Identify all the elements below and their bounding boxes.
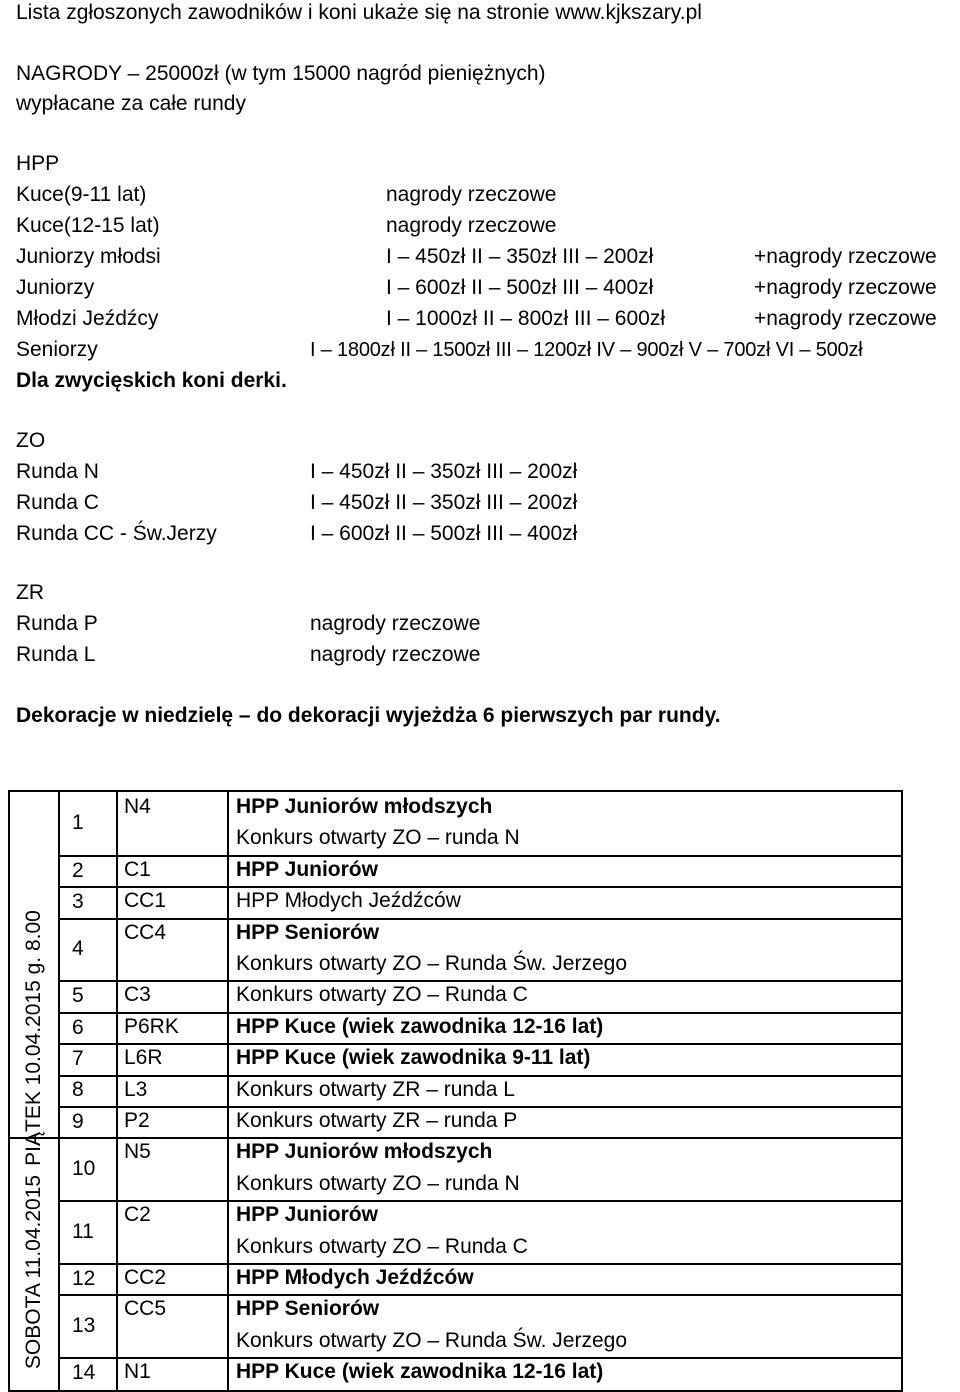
hpp-prize: I – 600zł II – 500zł III – 400zł xyxy=(386,276,654,299)
entry-number: 2 xyxy=(72,858,84,882)
entry-code: N1 xyxy=(124,1360,151,1384)
zo-label: Runda CC - Św.Jerzy xyxy=(16,522,217,545)
zr-label: Runda L xyxy=(16,643,96,666)
entry-number: 5 xyxy=(72,984,84,1008)
row-divider xyxy=(58,855,901,857)
entry-code: C2 xyxy=(124,1203,151,1227)
hpp-label: Kuce(12-15 lat) xyxy=(16,214,160,237)
zo-heading: ZO xyxy=(16,429,46,452)
entry-code: CC5 xyxy=(124,1297,167,1321)
row-divider xyxy=(58,886,901,888)
zo-prize: I – 450zł II – 350zł III – 200zł xyxy=(310,460,578,483)
entry-event: HPP Juniorów młodszych xyxy=(236,795,493,818)
hpp-extra: +nagrody rzeczowe xyxy=(754,245,937,268)
hpp-label: Juniorzy młodsi xyxy=(16,245,161,268)
entry-number: 12 xyxy=(72,1266,96,1290)
entry-event: Konkurs otwarty ZO – Runda C xyxy=(236,1234,528,1258)
entry-code: CC2 xyxy=(124,1266,167,1289)
zr-prize: nagrody rzeczowe xyxy=(310,612,481,635)
hpp-label: Młodzi Jeźdźcy xyxy=(16,307,159,330)
day-label-saturday: SOBOTA 11.04.2015 xyxy=(22,1174,45,1370)
entry-number: 11 xyxy=(72,1219,94,1243)
entry-number: 7 xyxy=(72,1046,84,1070)
hpp-heading: HPP xyxy=(16,152,60,175)
entry-number: 3 xyxy=(72,889,84,913)
hpp-prize: I – 1000zł II – 800zł III – 600zł xyxy=(386,307,666,330)
prizes-note: wypłacane za całe rundy xyxy=(16,92,246,115)
entry-number: 9 xyxy=(72,1109,84,1133)
entry-event: Konkurs otwarty ZO – Runda Św. Jerzego xyxy=(236,1328,628,1352)
entry-code: P2 xyxy=(124,1109,150,1132)
entry-event: Konkurs otwarty ZR – runda L xyxy=(236,1077,515,1101)
hpp-derby-note: Dla zwycięskich koni derki. xyxy=(16,369,287,392)
row-divider xyxy=(58,918,901,920)
zr-label: Runda P xyxy=(16,612,98,635)
entry-number: 1 xyxy=(72,811,84,835)
entry-number: 6 xyxy=(72,1015,84,1039)
entry-number: 13 xyxy=(72,1313,96,1337)
entry-event: HPP Seniorów xyxy=(236,920,380,944)
entry-event: Konkurs otwarty ZO – Runda Św. Jerzego xyxy=(236,952,628,975)
entry-code: L3 xyxy=(124,1077,148,1101)
entry-number: 4 xyxy=(72,937,84,960)
row-divider xyxy=(58,1263,901,1265)
zr-prize: nagrody rzeczowe xyxy=(310,643,481,666)
entry-code: N4 xyxy=(124,795,151,818)
entry-event: Konkurs otwarty ZR – runda P xyxy=(236,1109,518,1132)
grid-line xyxy=(58,792,60,1390)
decorations-note: Dekoracje w niedzielę – do dekoracji wyjeżdża 6 pierwszych par rundy. xyxy=(16,704,721,727)
entry-code: N5 xyxy=(124,1140,151,1164)
entry-number: 8 xyxy=(72,1078,84,1102)
entry-event: Konkurs otwarty ZO – runda N xyxy=(236,1171,520,1195)
entry-event: HPP Juniorów xyxy=(236,857,378,881)
hpp-extra: +nagrody rzeczowe xyxy=(754,276,937,299)
prizes-total: NAGRODY – 25000zł (w tym 15000 nagród pieniężnych) xyxy=(16,62,546,85)
day-label-friday: PIĄTEK 10.04.2015 g. 8.00 xyxy=(22,910,45,1166)
hpp-label: Seniorzy xyxy=(16,338,98,361)
hpp-label: Juniorzy xyxy=(16,276,95,299)
entry-code: C1 xyxy=(124,857,151,881)
entry-event: HPP Młodych Jeźdźców xyxy=(236,1266,474,1289)
intro-line: Lista zgłoszonych zawodników i koni ukaże się na stronie www.kjkszary.pl xyxy=(16,1,702,24)
entry-number: 10 xyxy=(72,1156,96,1180)
zo-prize: I – 600zł II – 500zł III – 400zł xyxy=(310,522,578,545)
entry-event: HPP Kuce (wiek zawodnika 12-16 lat) xyxy=(236,1360,604,1384)
entry-event: HPP Kuce (wiek zawodnika 12-16 lat) xyxy=(236,1014,604,1038)
entry-event: HPP Juniorów młodszych xyxy=(236,1140,493,1164)
entry-event: Konkurs otwarty ZO – runda N xyxy=(236,826,520,850)
hpp-prize: nagrody rzeczowe xyxy=(386,183,557,206)
hpp-extra: +nagrody rzeczowe xyxy=(754,307,937,330)
entry-code: C3 xyxy=(124,983,151,1007)
entry-code: CC1 xyxy=(124,889,167,913)
zo-label: Runda N xyxy=(16,460,99,483)
hpp-prize: nagrody rzeczowe xyxy=(386,214,557,237)
entry-event: HPP Juniorów xyxy=(236,1203,378,1227)
entry-code: CC4 xyxy=(124,920,167,944)
hpp-prize: I – 1800zł II – 1500zł III – 1200zł IV – 900zł V – 700zł VI – 500zł xyxy=(310,339,863,361)
entry-number: 14 xyxy=(72,1360,96,1384)
zr-heading: ZR xyxy=(16,581,44,604)
entry-code: P6RK xyxy=(124,1014,179,1038)
hpp-label: Kuce(9-11 lat) xyxy=(16,183,147,206)
grid-line xyxy=(116,792,118,1390)
row-divider xyxy=(58,1294,901,1296)
entry-event: HPP Kuce (wiek zawodnika 9-11 lat) xyxy=(236,1046,591,1070)
entry-event: HPP Młodych Jeźdźców xyxy=(236,889,461,913)
schedule-table xyxy=(8,790,903,1392)
grid-line xyxy=(227,792,229,1390)
hpp-prize: I – 450zł II – 350zł III – 200zł xyxy=(386,245,654,268)
row-divider xyxy=(58,1200,901,1202)
entry-code: L6R xyxy=(124,1046,163,1070)
entry-event: HPP Seniorów xyxy=(236,1297,380,1321)
zo-prize: I – 450zł II – 350zł III – 200zł xyxy=(310,491,578,514)
zo-label: Runda C xyxy=(16,491,99,514)
entry-event: Konkurs otwarty ZO – Runda C xyxy=(236,983,528,1007)
